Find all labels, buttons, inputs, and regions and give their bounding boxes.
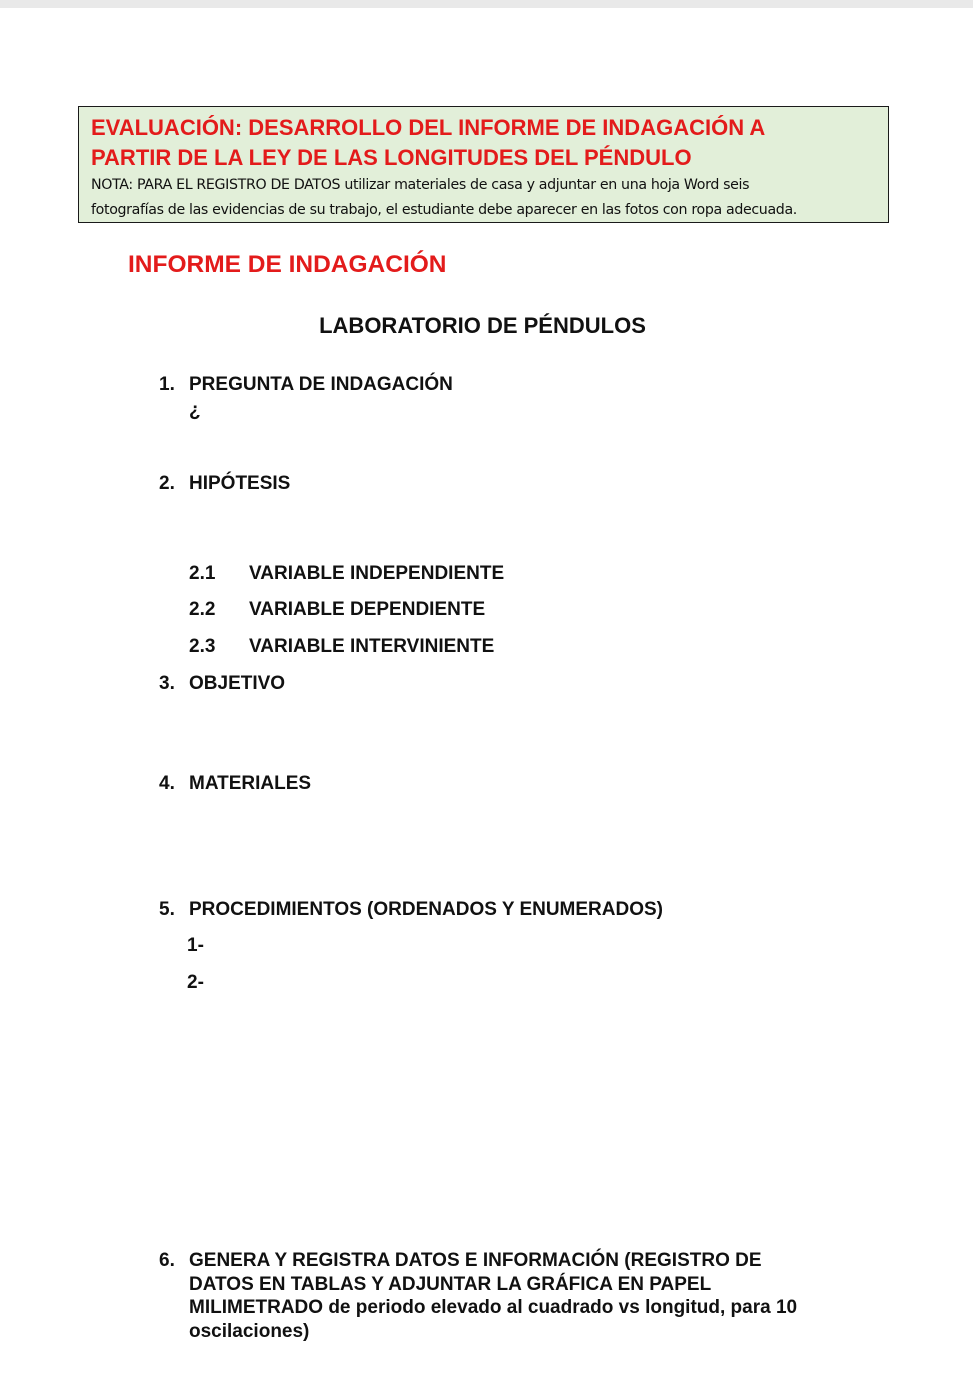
section-number: 3.	[159, 673, 175, 694]
section-data-registration	[189, 1249, 849, 1343]
variable-label: VARIABLE DEPENDIENTE	[249, 599, 486, 620]
section-number: 5.	[159, 899, 175, 920]
document-page	[0, 8, 973, 1383]
section-label-line1: GENERA Y REGISTRA DATOS E INFORMACIÓN (REGISTRO DE	[189, 1250, 762, 1271]
section-label: PREGUNTA DE INDAGACIÓN	[189, 374, 453, 395]
lab-title: LABORATORIO DE PÉNDULOS	[319, 313, 646, 338]
evaluation-box	[78, 106, 889, 223]
variable-number: 2.2	[189, 599, 216, 620]
evaluation-note-line2: fotografías de las evidencias de su trabajo, el estudiante debe aparecer en las fotos con ropa adecuada.	[91, 202, 797, 218]
section-label: PROCEDIMIENTOS (ORDENADOS Y ENUMERADOS)	[189, 899, 663, 920]
report-title: INFORME DE INDAGACIÓN	[128, 251, 447, 278]
section-label: HIPÓTESIS	[189, 473, 291, 494]
section-label-line4: oscilaciones)	[189, 1320, 310, 1342]
evaluation-title-line2: PARTIR DE LA LEY DE LAS LONGITUDES DEL PÉNDULO	[91, 145, 692, 170]
variable-number: 2.3	[189, 636, 216, 657]
section-number: 2.	[159, 473, 175, 494]
variable-label: VARIABLE INDEPENDIENTE	[249, 563, 505, 584]
variable-number: 2.1	[189, 563, 216, 584]
evaluation-title-line1: EVALUACIÓN: DESARROLLO DEL INFORME DE INDAGACIÓN A	[91, 115, 766, 140]
evaluation-note-line1: NOTA: PARA EL REGISTRO DE DATOS utilizar materiales de casa y adjuntar en una hoja Word seis	[91, 177, 750, 193]
section-number: 4.	[159, 773, 175, 794]
procedure-step: 2-	[187, 972, 204, 993]
section-label-line2: DATOS EN TABLAS Y ADJUNTAR LA GRÁFICA EN PAPEL	[189, 1273, 712, 1295]
section-number: 6.	[159, 1250, 175, 1271]
procedure-step: 1-	[187, 935, 204, 956]
section-number: 1.	[159, 374, 175, 395]
variable-label: VARIABLE INTERVINIENTE	[249, 636, 495, 657]
inquiry-question-answer: ¿	[189, 400, 201, 421]
section-label: OBJETIVO	[189, 673, 286, 694]
section-label: MATERIALES	[189, 773, 312, 794]
section-label-line3: MILIMETRADO de periodo elevado al cuadrado vs longitud, para 10	[189, 1297, 798, 1318]
